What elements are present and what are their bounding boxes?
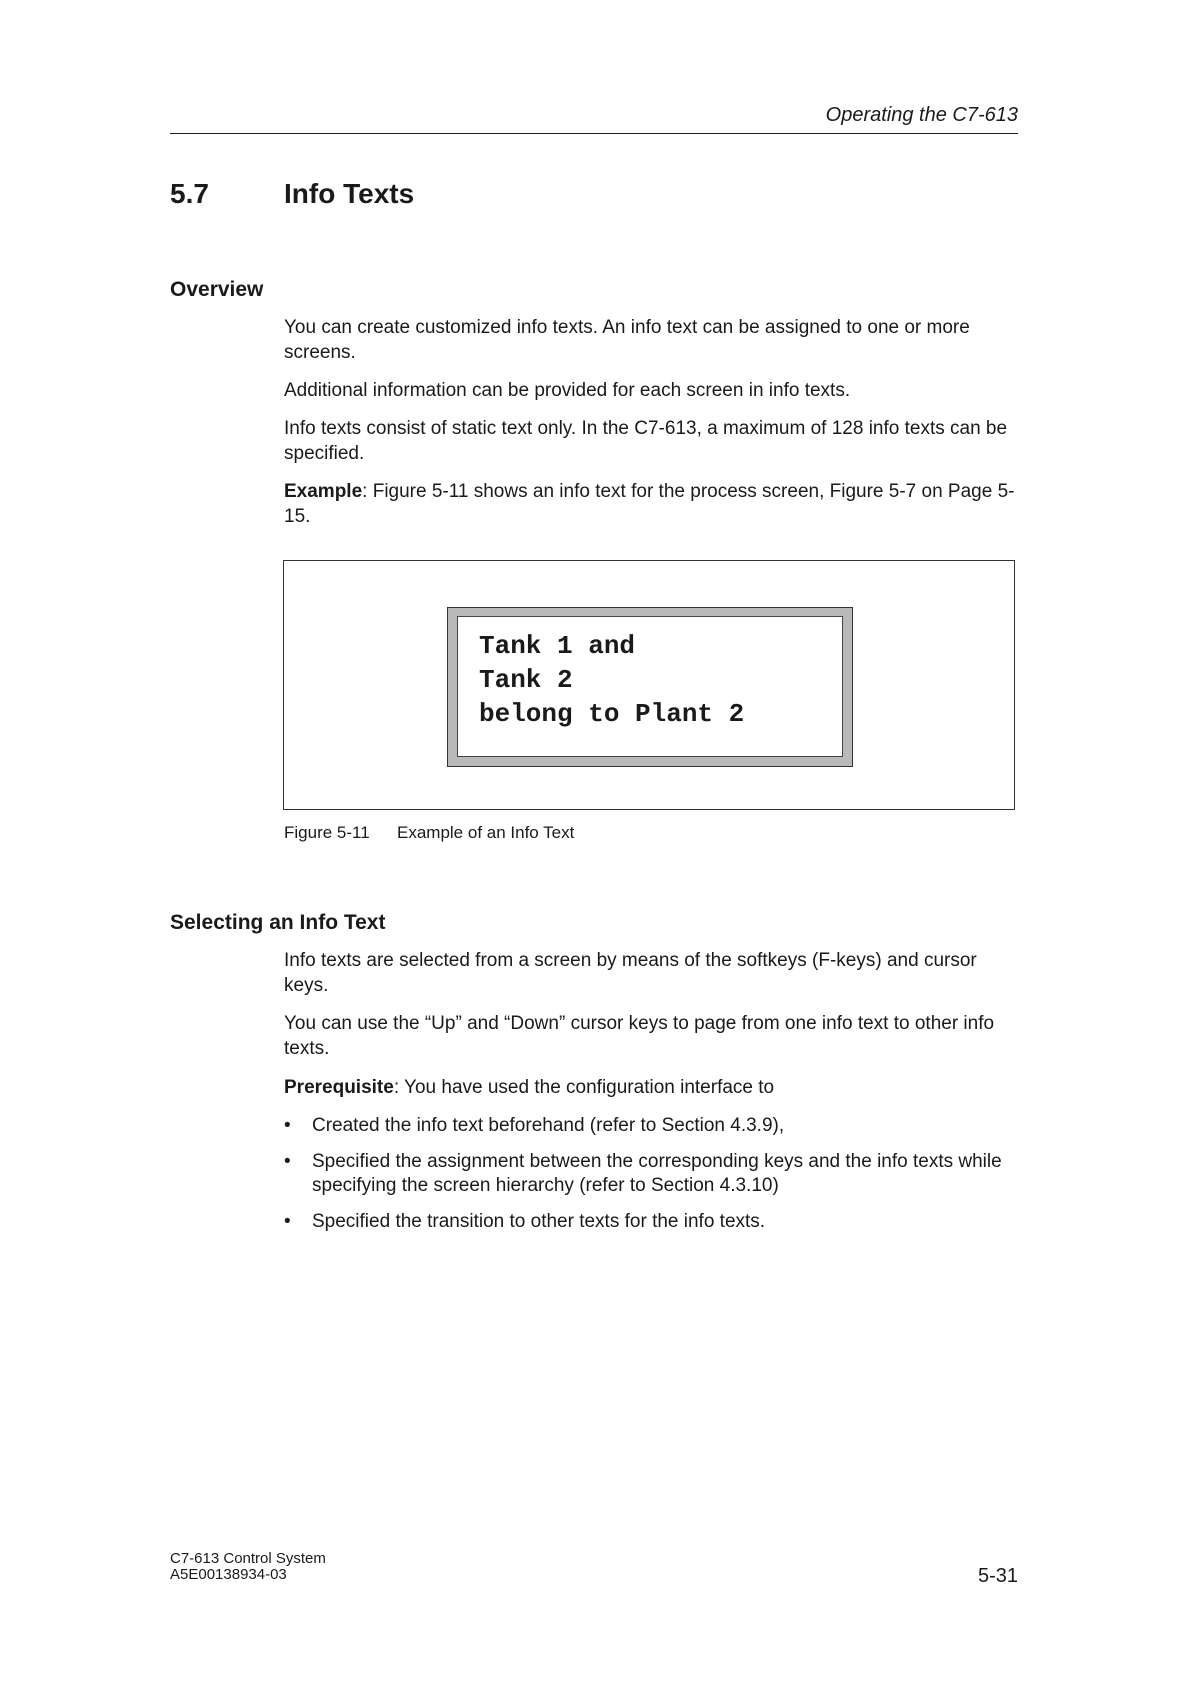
info-text-screen [457,616,843,757]
footer-doc-title: C7-613 Control System [170,1550,326,1567]
example-label: Example [284,481,363,502]
selecting-paragraph-2: You can use the “Up” and “Down” cursor keys to page from one info text to other info texts. [284,1013,995,1059]
selecting-heading: Selecting an Info Text [170,911,386,934]
figure-caption-text: Example of an Info Text [397,823,575,842]
info-text-display [447,607,853,767]
list-item [284,1210,1024,1234]
bullet-icon: • [284,1211,291,1232]
footer-doc-info [170,1551,326,1583]
section-number: 5.7 [170,178,209,209]
list-item-text: Specified the transition to other texts for the info texts. [312,1211,766,1232]
bullet-icon: • [284,1115,291,1136]
running-header: Operating the C7-613 [825,104,1018,126]
section-title: Info Texts [284,178,415,209]
overview-paragraph-1: You can create customized info texts. An info text can be assigned to one or more screens. [284,317,970,363]
page-number: 5-31 [977,1565,1018,1587]
prerequisite-text: : You have used the configuration interface to [393,1077,775,1098]
info-text-line: belong to Plant 2 [479,699,745,729]
bullet-icon: • [284,1151,291,1172]
overview-heading: Overview [170,278,264,301]
footer-doc-number: A5E00138934-03 [170,1566,287,1583]
overview-paragraph-3: Info texts consist of static text only. In the C7-613, a maximum of 128 info texts can be specified. [284,418,1008,464]
example-text: : Figure 5-11 shows an info text for the process screen, Figure 5-7 on Page 5-15. [284,481,1015,527]
example-paragraph [284,479,1024,529]
list-item [284,1150,1024,1198]
overview-paragraph-2: Additional information can be provided for each screen in info texts. [284,380,851,401]
list-item-text: Created the info text beforehand (refer to Section 4.3.9), [312,1115,785,1136]
info-text-line: Tank 1 and [479,631,636,661]
figure-caption-label: Figure 5-11 [284,823,370,842]
info-text-line: Tank 2 [479,665,573,695]
list-item [284,1114,1024,1138]
list-item-text: Specified the assignment between the corresponding keys and the info texts while specifying the screen hierarchy (refer to Section 4.3.10) [312,1151,1002,1196]
prerequisite-paragraph [284,1075,1024,1100]
prerequisite-list [284,1114,1024,1246]
selecting-paragraph-1: Info texts are selected from a screen by means of the softkeys (F-keys) and cursor keys. [284,950,977,996]
figure-caption [284,823,574,843]
prerequisite-label: Prerequisite [284,1077,394,1098]
header-rule [170,133,1018,134]
